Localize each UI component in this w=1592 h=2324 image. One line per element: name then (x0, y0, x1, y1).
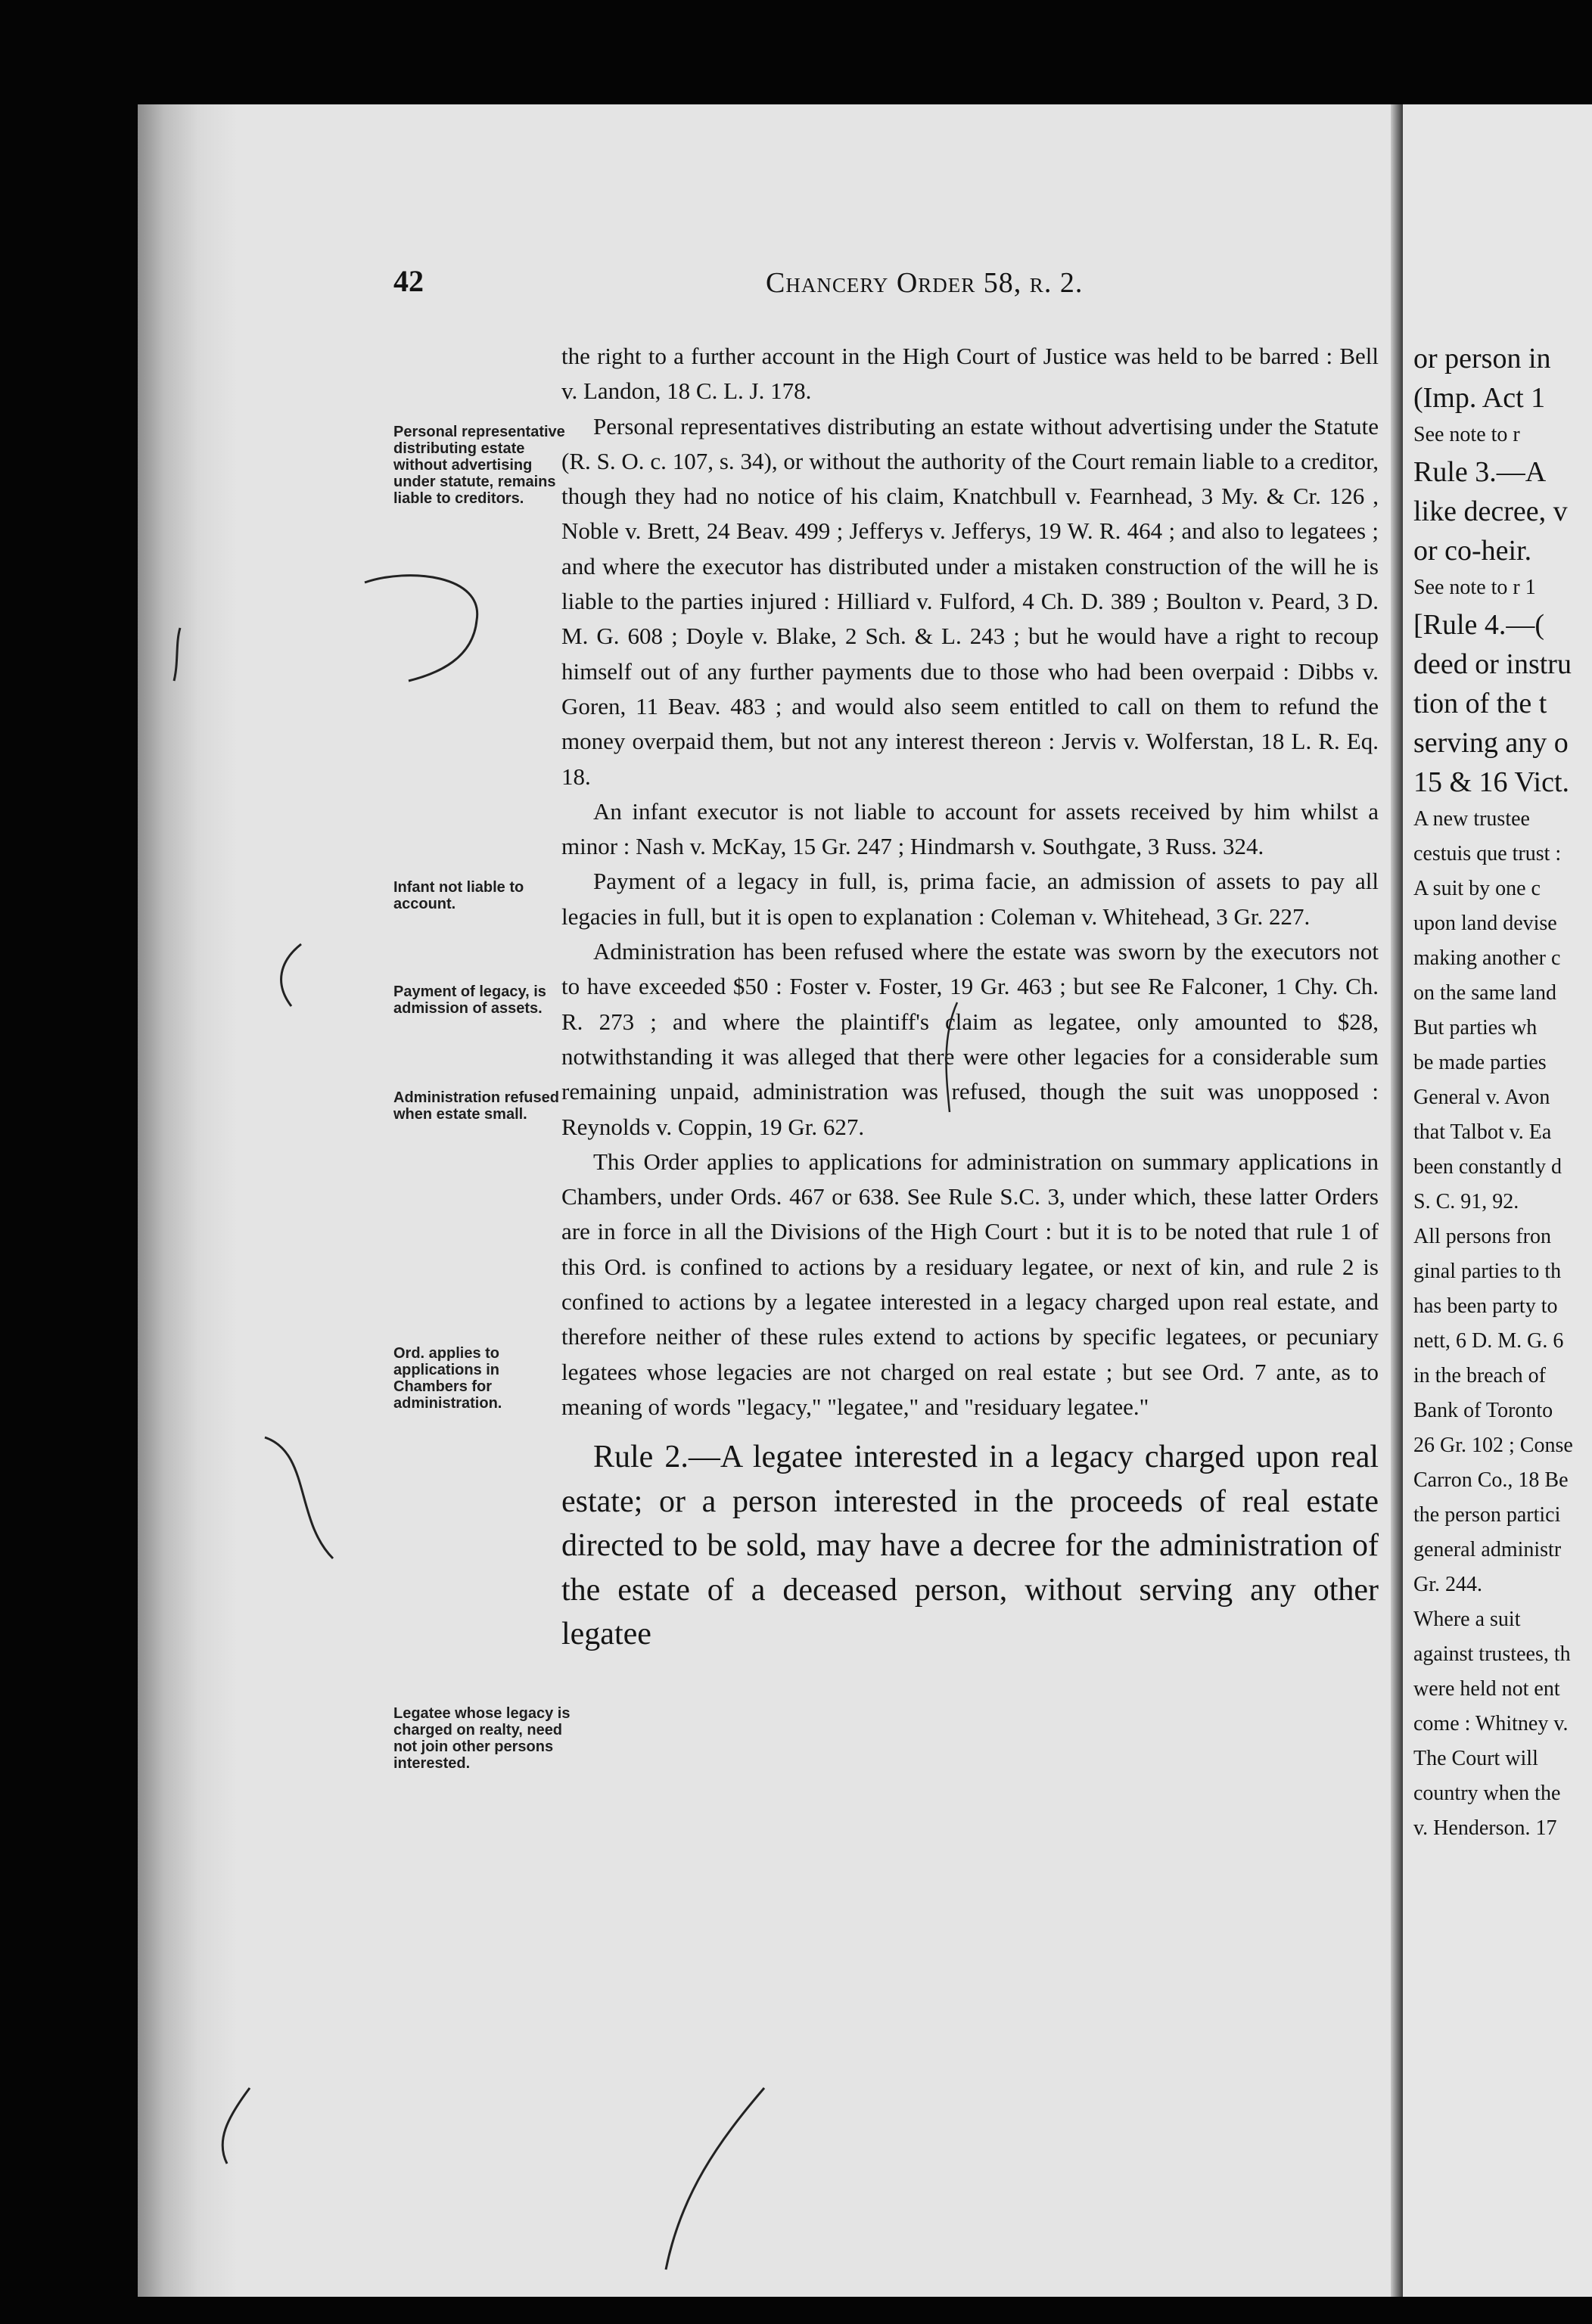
right-line: (Imp. Act 1 (1413, 382, 1546, 414)
paragraph-personal-representatives: Personal representatives distributing an estate without advertising under the Statute (R. S. O. c. 107, s. 34), or without the authority of the Court remain liable to a creditor, though they had no notice of his claim, Knatchbull v. Fearnhead, 3 My. & Cr. 126 , Noble v. Brett, 24 Beav. 499 ; Jefferys v. Jefferys, 19 W. R. 464 ; and also to legatees ; and where the executor has distributed under a mistaken construction of the will he is liable to the parties injured : Hilliard v. Fulford, 4 Ch. D. 389 ; Boulton v. Peard, 3 D. M. G. 608 ; Doyle v. Blake, 2 Sch. & L. 243 ; but he would have a right to recoup himself out of any further payments due to those who had been overpaid : Dibbs v. Goren, 11 Beav. 483 ; and would also seem entitled to call on them to refund the money overpaid them, but not any interest thereon : Jervis v. Wolferstan, 18 L. R. Eq. 18. (561, 412, 1379, 790)
page-edge-shadow (138, 104, 238, 2297)
right-line: general administr (1413, 1538, 1562, 1561)
right-line: in the breach of (1413, 1364, 1546, 1387)
right-line: or person in (1413, 343, 1551, 374)
right-line: Gr. 244. (1413, 1573, 1482, 1596)
right-line: [Rule 4.—( (1413, 609, 1545, 641)
paragraph-continuation: the right to a further account in the High Court of Justice was held to be barred : Bell v. Landon, 18 C. L. J. 178. (561, 343, 1379, 405)
right-line: the person partici (1413, 1503, 1561, 1527)
right-line: A suit by one c (1413, 877, 1541, 900)
margin-note-order-applies: Ord. applies to applications in Chambers for administration. (393, 1345, 502, 1412)
margin-note-personal-representative: Personal representative distributing estate without advertising under statute, remains liable to creditors. (393, 424, 565, 507)
right-line: cestuis que trust : (1413, 842, 1562, 865)
right-line: tion of the t (1413, 688, 1547, 719)
margin-note-payment-of-legacy: Payment of legacy, is admission of assets. (393, 983, 546, 1017)
right-line: 26 Gr. 102 ; Conse (1413, 1434, 1573, 1457)
margin-note-infant: Infant not liable to account. (393, 879, 524, 912)
right-line: like decree, v (1413, 496, 1568, 527)
right-line: that Talbot v. Ea (1413, 1120, 1552, 1144)
right-page (1403, 104, 1592, 2297)
paragraph-administration-refused: Administration has been refused where the estate was sworn by the executors not to have exceeded $50 : Foster v. Foster, 19 Gr. 463 ; but see Re Falconer, 1 Chy. Ch. R. 273 ; and where the plaintiff's claim as legatee, only amounted to $28, notwithstanding it was alleged that there were other legacies for a considerable sum remaining unpaid, administration was refused, though the suit was unopposed : Reynolds v. Coppin, 19 Gr. 627. (561, 938, 1379, 1140)
right-line: General v. Avon (1413, 1086, 1550, 1109)
right-line: The Court will (1413, 1747, 1538, 1770)
paragraph-rule-2: Rule 2.—A legatee interested in a legacy charged upon real estate; or a person interested in the proceeds of real estate directed to be sold, may have a decree for the administration of the estate of a deceased person, without serving any other legatee (561, 1440, 1379, 1652)
page-header (138, 263, 1395, 309)
right-line: been constantly d (1413, 1155, 1562, 1179)
right-line: or co-heir. (1413, 535, 1532, 567)
right-line: country when the (1413, 1782, 1561, 1805)
right-line: Carron Co., 18 Be (1413, 1468, 1569, 1492)
right-line: See note to r 1 (1413, 576, 1536, 599)
right-line: But parties wh (1413, 1016, 1538, 1039)
right-line: Rule 3.—A (1413, 456, 1547, 488)
right-line: serving any o (1413, 727, 1569, 759)
right-line: against trustees, th (1413, 1642, 1571, 1666)
paragraph-payment-of-legacy: Payment of a legacy in full, is, prima facie, an admission of assets to pay all legacies in full, but it is open to explanation : Coleman v. Whitehead, 3 Gr. 227. (561, 868, 1379, 930)
right-page-text (1413, 339, 1592, 1846)
paragraph-order-applies: This Order applies to applications for administration on summary applications in Chambers, under Ords. 467 or 638. See Rule S.C. 3, under which, these latter Orders are in force in all the Divisions of the High Court : but it is to be noted that rule 1 of this Ord. is confined to actions by a residuary legatee, or next of kin, and rule 2 is confined to actions by a legatee interested in a legacy charged upon real estate, and therefore neither of these rules extend to actions by specific legatees, or pecuniary legatees whose legacies are not charged on real estate ; but see Ord. 7 ante, as to meaning of words "legacy," "legatee," and "residuary legatee." (561, 1148, 1379, 1420)
right-line: has been party to (1413, 1294, 1558, 1318)
margin-note-administration-refused: Administration refused when estate small. (393, 1089, 559, 1123)
right-line: All persons fron (1413, 1225, 1551, 1248)
right-line: making another c (1413, 946, 1561, 970)
right-line: Bank of Toronto (1413, 1399, 1553, 1422)
right-line: See note to r (1413, 423, 1520, 446)
body-text (561, 339, 1379, 1657)
right-line: Where a suit (1413, 1608, 1521, 1631)
right-line: ginal parties to th (1413, 1260, 1562, 1283)
right-line: be made parties (1413, 1051, 1547, 1074)
right-line: S. C. 91, 92. (1413, 1190, 1519, 1213)
right-line: on the same land (1413, 981, 1556, 1005)
right-line: nett, 6 D. M. G. 6 (1413, 1329, 1564, 1353)
right-line: deed or instru (1413, 648, 1572, 680)
running-head: Chancery Order 58, r. 2. (766, 267, 1084, 299)
right-line: 15 & 16 Vict. (1413, 766, 1570, 798)
book-gutter (1391, 104, 1403, 2297)
right-line: were held not ent (1413, 1677, 1560, 1701)
right-line: upon land devise (1413, 912, 1557, 935)
right-line: A new trustee (1413, 807, 1530, 831)
margin-note-legatee-realty: Legatee whose legacy is charged on realty, need not join other persons interested. (393, 1705, 571, 1772)
paragraph-infant-executor: An infant executor is not liable to account for assets received by him whilst a minor : Nash v. McKay, 15 Gr. 247 ; Hindmarsh v. Southgate, 3 Russ. 324. (561, 797, 1379, 860)
page-number: 42 (393, 264, 424, 298)
right-line: v. Henderson. 17 (1413, 1816, 1557, 1840)
right-line: come : Whitney v. (1413, 1712, 1569, 1735)
